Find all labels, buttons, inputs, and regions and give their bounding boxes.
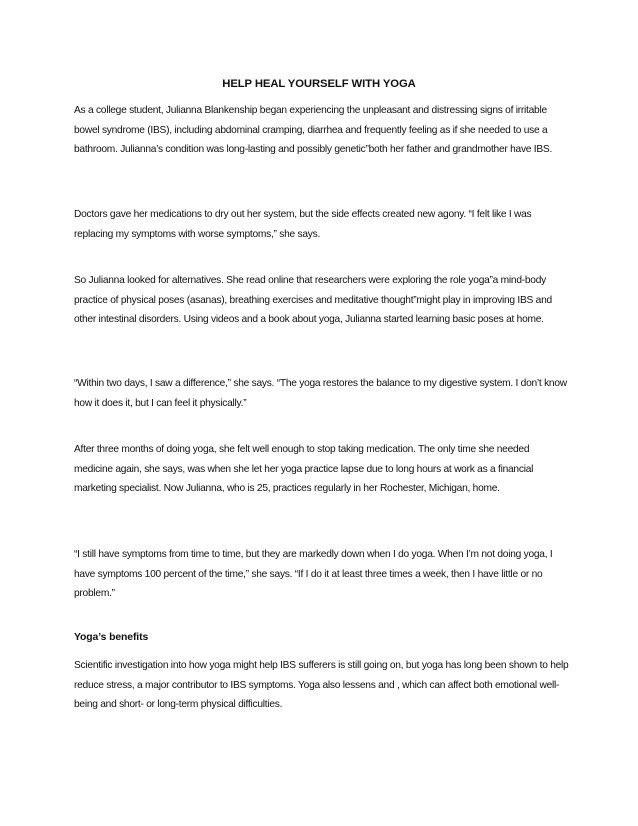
document-title: HELP HEAL YOURSELF WITH YOGA — [222, 78, 416, 90]
paragraph-1: As a college student, Julianna Blankenship began experiencing the unpleasant and distressing signs of irritable bowel syndrome (IBS), including abdominal cramping, diarrhea and frequently feeling as if she needed to use a bathroom. Julianna’s condition was long-lasting and possibly genetic”both her father and grandmother have IBS. — [74, 105, 553, 155]
paragraph-4: “Within two days, I saw a difference,” she says. “The yoga restores the balance to my digestive system. I don’t know how it does it, but I can feel it physically.” — [74, 378, 567, 409]
paragraph-2: Doctors gave her medications to dry out her system, but the side effects created new agony. “I felt like I was replacing my symptoms with worse symptoms,” she says. — [74, 209, 532, 240]
paragraph-6: “I still have symptoms from time to time, but they are markedly down when I do yoga. When I’m not doing yoga, I have symptoms 100 percent of the time,” she says. “If I do it at least three times a week, then I have little or no problem.” — [74, 549, 553, 599]
section-heading: Yoga’s benefits — [74, 632, 149, 643]
paragraph-3: So Julianna looked for alternatives. She read online that researchers were exploring the role yoga”a mind-body practice of physical poses (asanas), breathing exercises and meditative thought”might play in improving IBS and other intestinal disorders. Using videos and a book about yoga, Julianna started learning basic poses at home. — [74, 275, 552, 325]
section-paragraph: Scientific investigation into how yoga might help IBS sufferers is still going on, but yoga has long been shown to help reduce stress, a major contributor to IBS symptoms. Yoga also lessens and , which can affect both emotional well-being and short- or long-term physical difficulties. — [74, 660, 569, 710]
paragraph-5: After three months of doing yoga, she felt well enough to stop taking medication. The only time she needed medicine again, she says, was when she let her yoga practice lapse due to long hours at work as a financial marketing specialist. Now Julianna, who is 25, practices regularly in her Rochester, Michigan, home. — [74, 444, 534, 494]
